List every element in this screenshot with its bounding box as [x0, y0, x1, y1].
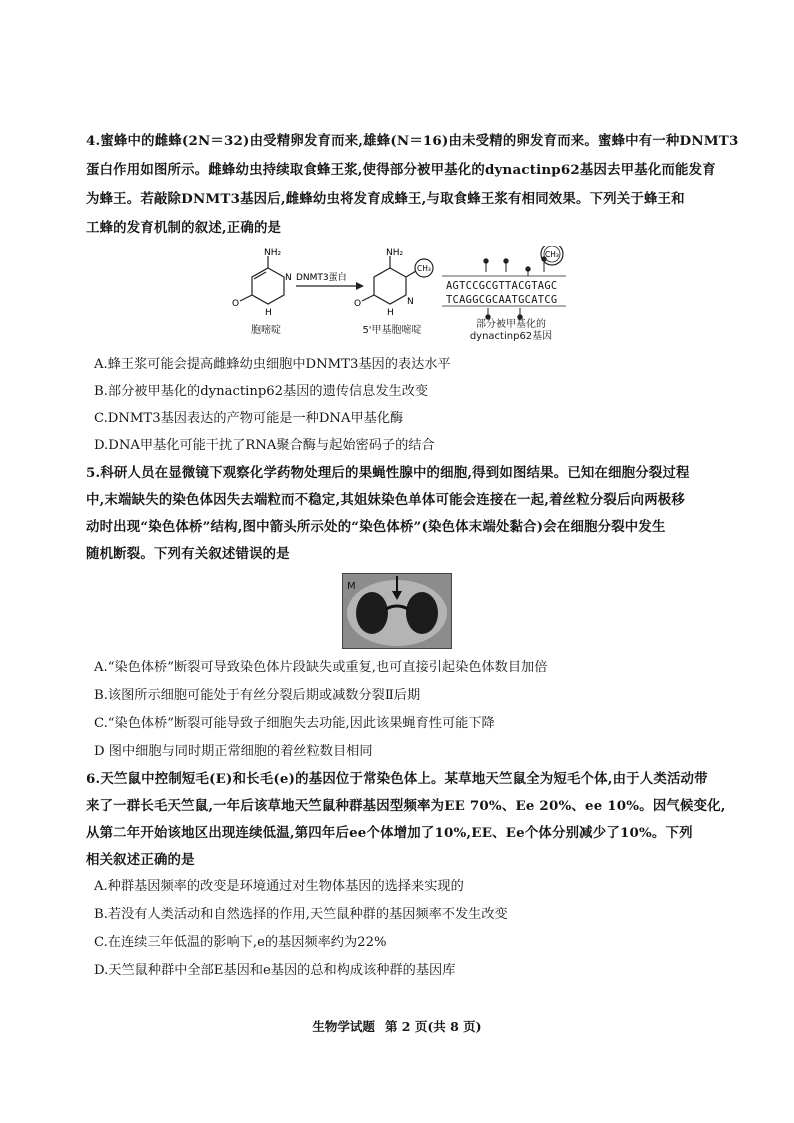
chromosome-bridge-micrograph: [342, 573, 452, 649]
q6-option-c: C.在连续三年低温的影响下,e的基因频率约为22%: [94, 935, 387, 950]
q5-option-c: C.“染色体桥”断裂可能导致子细胞失去功能,因此该果蝇育性可能下降: [94, 716, 495, 731]
dna-methyl-label: CH₃: [545, 250, 559, 259]
dna-top-sequence: AGTCCGCGTTACGTAGC: [446, 280, 558, 292]
dna-label-line2: dynactinp62基因: [469, 331, 553, 342]
methylcytosine-label: 5'甲基胞嘧啶: [362, 325, 422, 336]
q4-line-2: 蛋白作用如图所示。雌蜂幼虫持续取食蜂王浆,使得部分被甲基化的dynactinp62基因去甲基化而能发育: [86, 162, 716, 178]
cytosine-nh2: NH₂: [264, 248, 282, 258]
q6-option-b: B.若没有人类活动和自然选择的作用,天竺鼠种群的基因频率不发生改变: [94, 907, 508, 922]
q6-line-1: 6.天竺鼠中控制短毛(E)和长毛(e)的基因位于常染色体上。某草地天竺鼠全为短毛个体,由于人类活动带: [86, 771, 708, 787]
micrograph-label: M: [347, 581, 356, 592]
q4-option-d: D.DNA甲基化可能干扰了RNA聚合酶与起始密码子的结合: [94, 438, 435, 453]
page-footer: [0, 1017, 794, 1035]
q4-option-a: A.蜂王浆可能会提高雌蜂幼虫细胞中DNMT3基因的表达水平: [94, 357, 451, 372]
arrow-label: DNMT3蛋白: [296, 273, 347, 283]
chromosome-mass-left: [356, 592, 388, 634]
cytosine-o: O: [232, 299, 240, 309]
q5-line-3: 动时出现“染色体桥”结构,图中箭头所示处的“染色体桥”(染色体末端处黏合)会在细胞分裂中发生: [86, 519, 666, 535]
q5-line-1: 5.科研人员在显微镜下观察化学药物处理后的果蝇性腺中的细胞,得到如图结果。已知在细胞分裂过程: [86, 465, 690, 481]
cytosine-structure: [240, 256, 284, 304]
dna-label-line1: 部分被甲基化的: [476, 319, 546, 330]
q5-option-a: A.“染色体桥”断裂可导致染色体片段缺失或重复,也可直接引起染色体数目加倍: [94, 660, 548, 675]
q6-line-3: 从第二年开始该地区出现连续低温,第四年后ee个体增加了10%,EE、Ee个体分别减少了10%。下列: [86, 825, 693, 841]
q4-line-1: 4.蜜蜂中的雌蜂(2N＝32)由受精卵发育而来,雄蜂(N＝16)由未受精的卵发育而来。蜜蜂中有一种DNMT3: [86, 133, 739, 149]
cytosine-h: H: [265, 308, 272, 318]
q5-line-2: 中,末端缺失的染色体因失去端粒而不稳定,其姐妹染色单体可能会连接在一起,着丝粒分裂后向两极移: [86, 492, 685, 508]
footer-page-number: 第 2 页(共 8 页): [384, 1019, 482, 1034]
q5-line-4: 随机断裂。下列有关叙述错误的是: [86, 546, 290, 562]
methylcytosine-o: O: [354, 299, 362, 309]
q4-option-c: C.DNMT3基因表达的产物可能是一种DNA甲基化酶: [94, 411, 404, 426]
methyl-group-label: CH₃: [417, 264, 431, 273]
q6-line-2: 来了一群长毛天竺鼠,一年后该草地天竺鼠种群基因型频率为EE 70%、Ee 20%、ee 10%。因气候变化,: [86, 798, 726, 814]
cytosine-n: N: [285, 273, 292, 283]
chromosome-mass-right: [406, 592, 438, 634]
dna-bottom-sequence: TCAGGCGCAATGCATCG: [446, 294, 558, 306]
q6-line-4: 相关叙述正确的是: [86, 852, 195, 868]
q4-line-3: 为蜂王。若敲除DNMT3基因后,雌蜂幼虫将发育成蜂王,与取食蜂王浆有相同效果。下列关于蜂王和: [86, 191, 685, 207]
q4-line-4: 工蜂的发育机制的叙述,正确的是: [86, 220, 282, 236]
methylcytosine-nh2: NH₂: [386, 248, 404, 258]
methylcytosine-h: H: [387, 308, 394, 318]
q5-option-b: B.该图所示细胞可能处于有丝分裂后期或减数分裂Ⅱ后期: [94, 688, 421, 703]
q6-option-a: A.种群基因频率的改变是环境通过对生物体基因的选择来实现的: [94, 879, 464, 894]
reaction-arrowhead: [356, 282, 364, 290]
q5-option-d: D 图中细胞与同时期正常细胞的着丝粒数目相同: [94, 744, 373, 759]
cytosine-label: 胞嘧啶: [251, 325, 281, 336]
footer-subject: 生物学试题: [312, 1019, 375, 1034]
methylcytosine-n: N: [407, 297, 414, 307]
q4-option-b: B.部分被甲基化的dynactinp62基因的遗传信息发生改变: [94, 384, 429, 399]
q6-option-d: D.天竺鼠种群中全部E基因和e基因的总和构成该种群的基因库: [94, 963, 456, 978]
